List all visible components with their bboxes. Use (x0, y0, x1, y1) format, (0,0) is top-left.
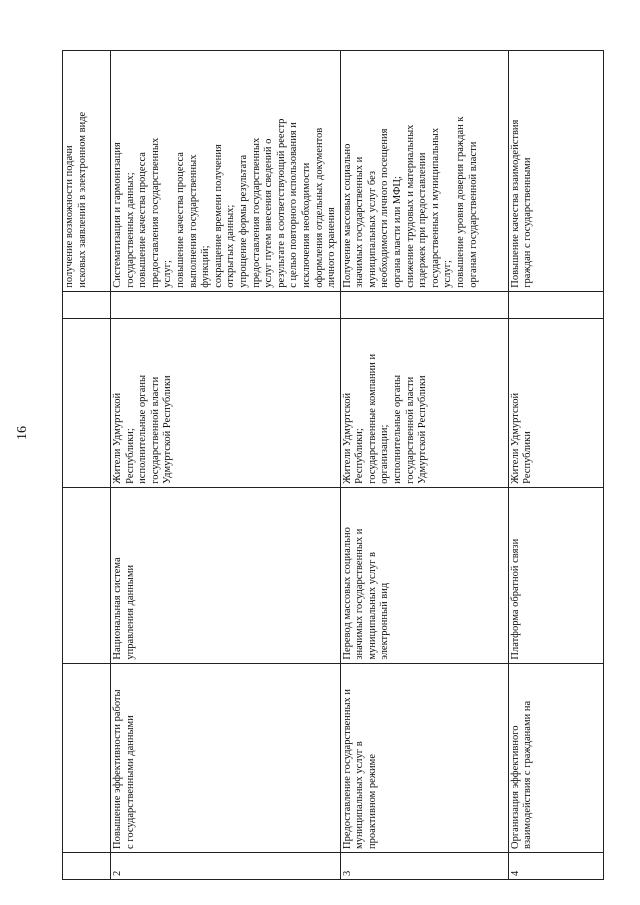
cell-users-line: Жители Удмуртской (509, 392, 521, 484)
cell-results-line: исковых заявлений в электронном виде (76, 111, 88, 288)
cell-results-line: граждан с государственными (522, 157, 534, 288)
cell-results-line: услуг; (162, 260, 174, 288)
cell-results-line: органам государственной власти (467, 141, 479, 288)
cell-num: 2 (111, 852, 341, 879)
cell-results-line: предоставления государственных (250, 137, 262, 288)
cell-results-line: органа власти или МФЦ; (392, 176, 404, 288)
cell-results-line: открытых данных; (225, 204, 237, 288)
cell-results (111, 51, 341, 292)
cell-empty (340, 291, 508, 318)
cell-users (508, 318, 603, 487)
cell-empty (63, 291, 111, 318)
cell-results-line: результате в соответствующий реестр (275, 118, 287, 288)
cell-results-line: личного хранения (326, 207, 338, 288)
cell-results-line: Систематизация и гармонизация (112, 142, 123, 288)
cell-project-line: управления данными (124, 564, 136, 660)
cell-users (63, 318, 111, 487)
cell-results-line: государственных и муниципальных (429, 127, 441, 288)
cell-goal-line: Организация эффективного (509, 725, 521, 849)
cell-goal-line: Предоставление государственных и (341, 688, 353, 849)
cell-project-line: Платформа обратной связи (509, 538, 521, 660)
cell-users (340, 318, 508, 487)
cell-project (63, 487, 111, 663)
cell-goal (63, 663, 111, 852)
cell-results-line: снижение трудовых и материальных (404, 124, 416, 288)
cell-results-line: Повышение качества взаимодействия (509, 119, 521, 288)
cell-goal-line: проактивном режиме (366, 754, 378, 849)
cell-num: 4 (508, 852, 603, 879)
cell-project-line: Перевод массовых социально (341, 527, 353, 660)
cell-goal-line: Повышение эффективности работы (112, 689, 123, 849)
cell-users-line: государственной власти (404, 376, 416, 484)
cell-goal-line: муниципальных услуг в (354, 741, 366, 849)
cell-results-line: предоставления государственных (149, 137, 161, 288)
cell-results (63, 51, 111, 292)
cell-users-line: Удмуртской Республики (417, 375, 429, 484)
cell-users-line: Удмуртской Республики (162, 375, 174, 484)
cell-goal (111, 663, 341, 852)
cell-empty (111, 291, 341, 318)
cell-users (111, 318, 341, 487)
cell-project-line: значимых государственных и (354, 528, 366, 660)
page-number: 16 (15, 426, 30, 440)
cell-users-line: Республики; (124, 428, 136, 484)
cell-project (340, 487, 508, 663)
cell-results-line: повышение уровня доверия граждан к (455, 116, 467, 288)
measures-table (62, 50, 604, 880)
cell-users-line: Республики (522, 431, 534, 484)
cell-users-line: исполнительные органы (392, 374, 404, 484)
cell-goal (508, 663, 603, 852)
cell-results-line: оформления отдельных документов (313, 127, 325, 288)
cell-goal (340, 663, 508, 852)
cell-results-line: издержек при предоставлении (417, 152, 429, 288)
table-row (340, 51, 508, 880)
cell-results (340, 51, 508, 292)
cell-results-line: повышение качества процесса (174, 152, 186, 288)
cell-empty (508, 291, 603, 318)
cell-results-line: выполнения государственных (187, 154, 199, 288)
cell-num: 3 (340, 852, 508, 879)
cell-users-line: организации; (379, 424, 391, 484)
table-row (63, 51, 111, 880)
cell-results-line: с целью повторного использования и (288, 122, 300, 288)
cell-project (508, 487, 603, 663)
cell-project-line: электронный вид (379, 582, 391, 660)
cell-results-line: государственных данных; (124, 172, 136, 288)
cell-users-line: государственной власти (149, 376, 161, 484)
cell-results-line: исключения необходимости (300, 162, 312, 288)
cell-results-line: получение возможности подачи (64, 145, 75, 288)
cell-users-line: исполнительные органы (137, 374, 149, 484)
cell-project-line: Национальная система (112, 557, 123, 660)
cell-results-line: услуг; (442, 260, 454, 288)
rotated-table-container (62, 50, 597, 880)
cell-goal-line: с государственными данными (124, 715, 136, 849)
cell-results-line: сокращение времени получения (212, 144, 224, 288)
cell-users-line: Республики; (354, 428, 366, 484)
cell-num (63, 852, 111, 879)
cell-project-line: муниципальных услуг в (366, 552, 378, 660)
cell-users-line: Жители Удмуртской (112, 392, 123, 484)
cell-results (508, 51, 603, 292)
cell-results-line: муниципальных услуг без (366, 170, 378, 288)
cell-users-line: Жители Удмуртской (341, 392, 353, 484)
cell-results-line: Получение массовых социально (341, 143, 353, 288)
table-row (508, 51, 603, 880)
cell-results-line: функций; (200, 245, 212, 288)
cell-results-line: повышение качества процесса (137, 152, 149, 288)
cell-results-line: услуг путем внесения сведений о (263, 138, 275, 288)
cell-results-line: упрощение формы результата (237, 154, 249, 288)
table-row (111, 51, 341, 880)
cell-goal-line: взаимодействия с гражданами на (522, 700, 534, 849)
cell-users-line: государственные компании и (366, 353, 378, 484)
cell-project (111, 487, 341, 663)
cell-results-line: необходимости личного посещения (379, 128, 391, 288)
cell-results-line: значимых государственных и (354, 156, 366, 288)
